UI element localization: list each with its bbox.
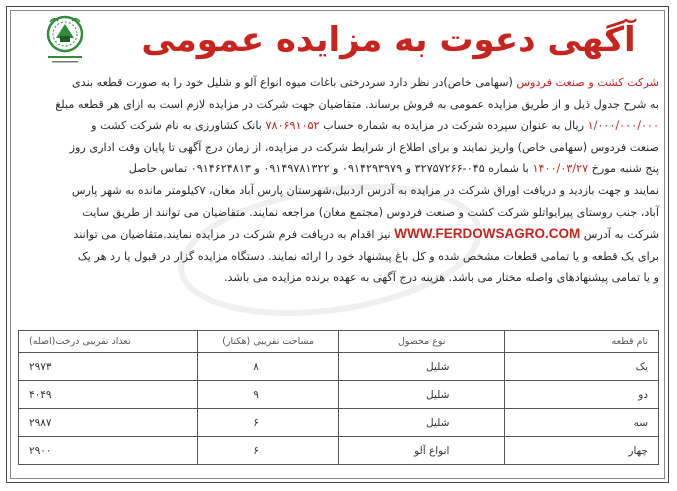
table-row xyxy=(19,437,659,465)
header-product-type: نوع محصول xyxy=(339,331,505,353)
deposit-amount: ۱/۰۰۰/۰۰۰/۰۰۰ xyxy=(587,119,659,133)
deadline-date: ۱۴۰۰/۰۳/۲۷ xyxy=(532,162,589,176)
header-area: مساحت تقریبی (هکتار) xyxy=(198,331,339,353)
table-row xyxy=(19,381,659,409)
website-link[interactable]: WWW.FERDOWSAGRO.COM xyxy=(394,226,581,242)
table-row xyxy=(19,353,659,381)
header-tree-count: تعداد تقریبی درخت(اصله) xyxy=(19,331,198,353)
area-cell: ۶ xyxy=(198,437,339,465)
trees-cell: ۴۰۴۹ xyxy=(19,381,198,409)
notice-line: نمایند و جهت بازدید و دریافت اوراق شرکت در مزایده به آدرس اردبیل،شهرستان پارس آباد مغان، ۷کیلومتر مانده به شهر پارس xyxy=(71,183,659,197)
notice-line: شرکت به آدرس WWW.FERDOWSAGRO.COM نیز اقدام به دریافت فرم شرکت در مزایده نمایند.متقاضیان می توانند xyxy=(73,226,659,242)
page-title: آگهی دعوت به مزایده عمومی xyxy=(141,20,636,60)
product-cell: انواع آلو xyxy=(339,437,505,465)
trees-cell: ۲۹۸۷ xyxy=(19,409,198,437)
company-name: شرکت کشت و صنعت فردوس xyxy=(516,76,659,89)
notice-line: صنعت فردوس (سهامی خاص) واریز نمایند و برای اطلاع از شرایط شرکت در مزایده، از زمان درج آگهی تا پایان وقت اداری روز xyxy=(69,140,659,154)
lots-table xyxy=(18,330,659,465)
area-cell: ۶ xyxy=(198,409,339,437)
table-header-row xyxy=(19,331,659,353)
account-number: ۷۸۰۶۹۱۰۵۲ xyxy=(265,119,320,133)
product-cell: شلیل xyxy=(339,409,505,437)
notice-line: پنج شنبه مورخ ۱۴۰۰/۰۳/۲۷ با شماره ۰۴۵-۳۲۷۵۷۲۶۶ و ۰۹۱۴۲۹۳۹۷۹ و ۰۹۱۴۹۷۸۱۳۲۲ و ۰۹۱۴۶۲۴۸۱۳ تماس حاصل xyxy=(128,162,659,176)
notice-line: آباد، جنب روستای پیرایواتلو شرکت کشت و صنعت فردوس (مجتمع مغان) مراجعه نمایند. متقاضیان می توانند از طریق سایت xyxy=(82,205,659,219)
notice-line: ۱/۰۰۰/۰۰۰/۰۰۰ ریال به عنوان سپرده شرکت در مزایده به شماره حساب ۷۸۰۶۹۱۰۵۲ بانک کشاورزی به نام شرکت کشت و xyxy=(91,119,659,133)
product-cell: شلیل xyxy=(339,353,505,381)
notice-line: شرکت کشت و صنعت فردوس (سهامی خاص)در نظر دارد سردرختی باغات میوه انواع آلو و شلیل خود را به صورت قطعه بندی xyxy=(71,76,659,89)
area-cell: ۹ xyxy=(198,381,339,409)
notice-line: به شرح جدول ذیل و از طریق مزایده عمومی به فروش برساند. متقاضیان جهت شرکت در مزایده لازم است به ازای هر قطعه مبلغ xyxy=(55,97,659,111)
trees-cell: ۲۹۷۳ xyxy=(19,353,198,381)
header-lot-name: نام قطعه xyxy=(505,331,659,353)
lot-name-cell: چهار xyxy=(505,437,659,465)
trees-cell: ۲۹۰۰ xyxy=(19,437,198,465)
notice-body xyxy=(18,72,659,289)
lot-name-cell: یک xyxy=(505,353,659,381)
notice-line: برای یک قطعه و یا تمامی قطعات مشخص شده و کل باغ پیشنهاد خود را ارائه نمایند. دستگاه مزایده گزار در قبول یا رد هر یک xyxy=(77,249,659,263)
area-cell: ۸ xyxy=(198,353,339,381)
table-row xyxy=(19,409,659,437)
notice-line: و یا تمامی پیشنهادهای واصله مختار می باشد. هزینه درج آگهی به عهده برنده مزایده می باشد. xyxy=(223,271,659,285)
lot-name-cell: دو xyxy=(505,381,659,409)
ferdows-agro-logo-icon xyxy=(40,12,90,68)
lot-name-cell: سه xyxy=(505,409,659,437)
product-cell: شلیل xyxy=(339,381,505,409)
